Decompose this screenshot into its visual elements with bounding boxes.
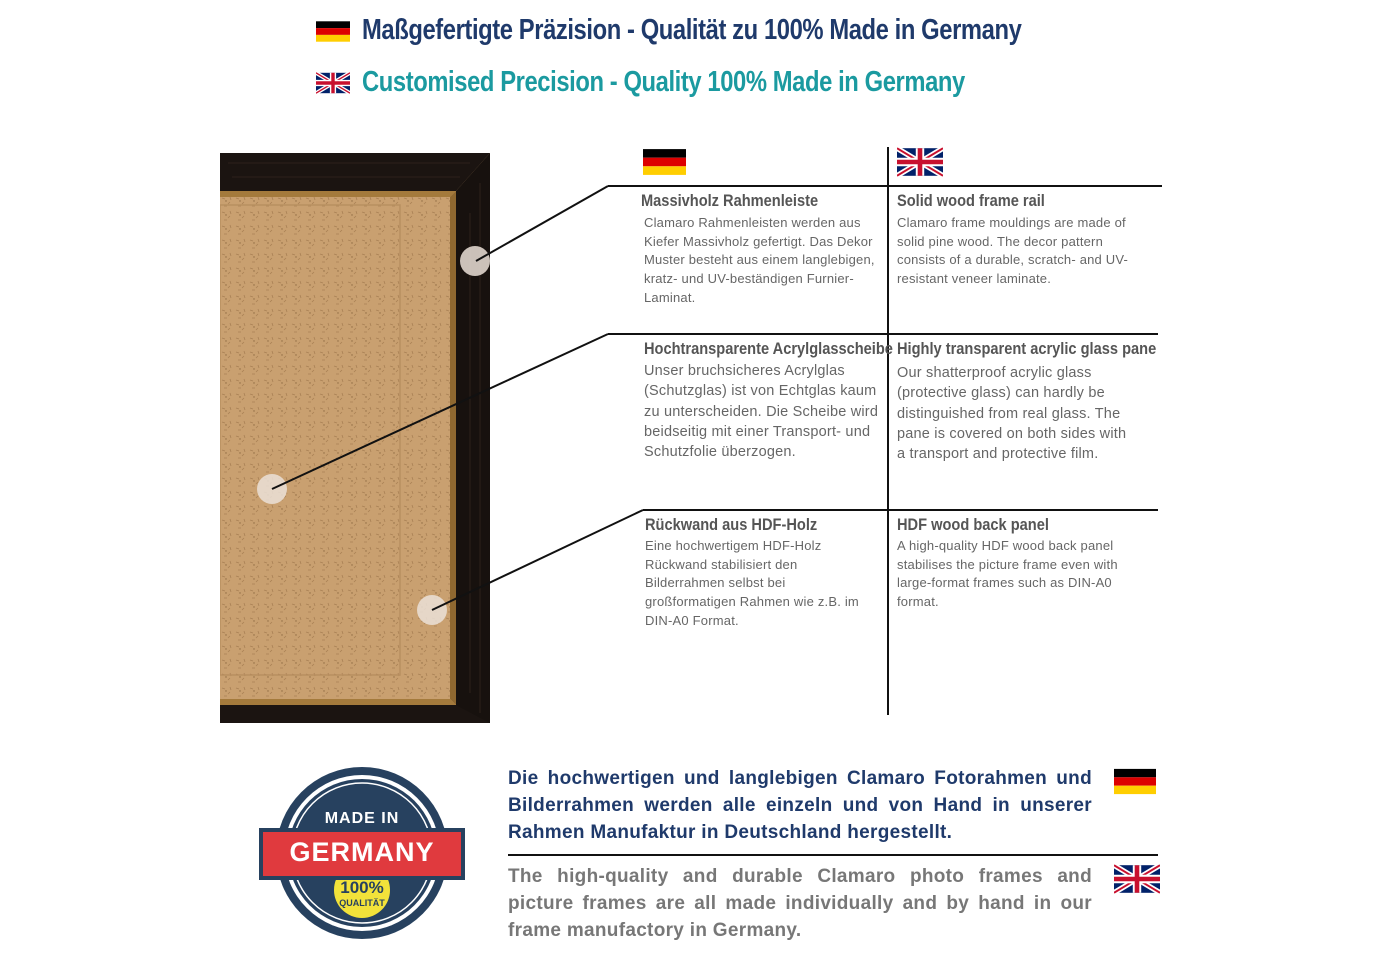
- section-title-de: Hochtransparente Acrylglasscheibe: [644, 339, 893, 358]
- footer-divider: [508, 854, 1158, 856]
- section-text-en: Our shatterproof acrylic glass (protective glass) can hardly be distinguished from real glass. The pane is covered on both sides with a transport and protective film.: [897, 365, 1127, 463]
- divider-row-2: [608, 333, 1158, 335]
- badge-percent-text: 100%: [340, 878, 384, 897]
- section-title-de: Massivholz Rahmenleiste: [641, 191, 819, 210]
- column-divider: [887, 147, 889, 715]
- divider-row-3: [643, 509, 1158, 511]
- badge-bottom-text: QUALITÄT: [339, 898, 385, 908]
- section-title-en: HDF wood back panel: [897, 515, 1049, 534]
- section-text-en: Clamaro frame mouldings are made of solid pine wood. The decor pattern consists of a durable, scratch- and UV-resistant veneer laminate.: [897, 215, 1129, 287]
- section-title-en: Highly transparent acrylic glass pane: [897, 339, 1157, 358]
- badge-top-text: MADE IN: [324, 810, 400, 827]
- uk-flag-icon: [1114, 864, 1160, 894]
- made-in-germany-badge: [258, 766, 468, 944]
- footer-text-de: Die hochwertigen und langlebigen Clamaro Fotorahmen und Bilderrahmen werden alle einzeln und von Hand in unserer Rahmen Manufaktur in Deutschland hergestellt.: [508, 768, 1092, 843]
- section-text-de: Clamaro Rahmenleisten werden aus Kiefer Massivholz gefertigt. Das Dekor Muster besteht aus einem langlebigen, kratz- und UV-beständigen Furnier-Laminat.: [644, 215, 875, 305]
- section-title-de: Rückwand aus HDF-Holz: [645, 515, 818, 534]
- footer-text-en: The high-quality and durable Clamaro photo frames and picture frames are all made individually and by hand in our frame manufactory in Germany.: [508, 866, 1092, 941]
- divider-row-1: [608, 185, 1162, 187]
- badge-middle-text: GERMANY: [289, 837, 435, 867]
- section-text-de: Eine hochwertigem HDF-Holz Rückwand stabilisiert den Bilderrahmen selbst bei großformatigen Rahmen wie z.B. im DIN-A0 Format.: [645, 538, 859, 628]
- section-title-en: Solid wood frame rail: [897, 191, 1045, 210]
- section-text-de: Unser bruchsicheres Acrylglas (Schutzglas) ist von Echtglas kaum zu unterscheiden. Die Scheibe wird beidseitig mit einer Transport- und Schutzfolie überzogen.: [644, 363, 879, 461]
- german-title: Maßgefertigte Präzision - Qualität zu 100% Made in Germany: [362, 14, 1022, 46]
- uk-flag-icon: [897, 147, 943, 177]
- section-text-en: A high-quality HDF wood back panel stabilises the picture frame even with large-format frames such as DIN-A0 format.: [897, 538, 1118, 610]
- german-flag-icon: [1114, 767, 1156, 796]
- german-flag-icon: [643, 147, 686, 177]
- english-title: Customised Precision - Quality 100% Made in Germany: [362, 66, 965, 98]
